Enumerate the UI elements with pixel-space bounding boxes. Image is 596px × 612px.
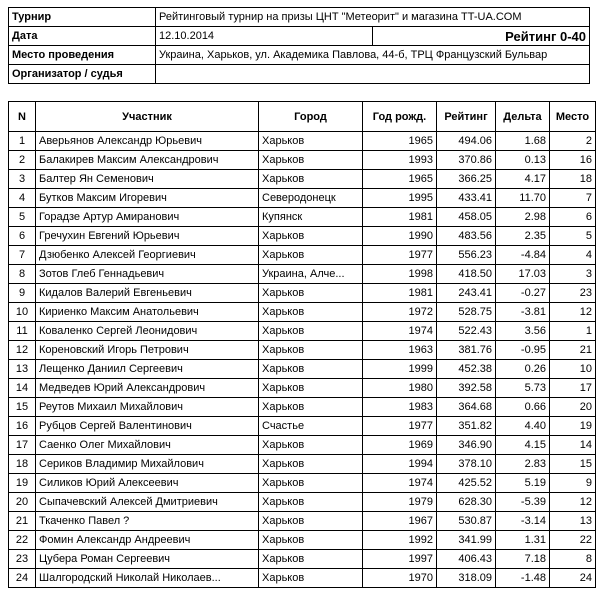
cell-place: 19 <box>550 417 596 436</box>
cell-rating: 341.99 <box>437 531 496 550</box>
cell-number: 21 <box>9 512 36 531</box>
cell-number: 6 <box>9 227 36 246</box>
cell-rating: 351.82 <box>437 417 496 436</box>
cell-birth-year: 1979 <box>363 493 437 512</box>
cell-number: 4 <box>9 189 36 208</box>
cell-birth-year: 1983 <box>363 398 437 417</box>
cell-number: 20 <box>9 493 36 512</box>
cell-delta: 2.35 <box>496 227 550 246</box>
cell-participant: Коваленко Сергей Леонидович <box>36 322 259 341</box>
cell-rating: 452.38 <box>437 360 496 379</box>
cell-place: 15 <box>550 455 596 474</box>
cell-place: 6 <box>550 208 596 227</box>
date-label: Дата <box>9 27 156 46</box>
cell-city: Харьков <box>259 151 363 170</box>
cell-delta: 1.68 <box>496 132 550 151</box>
cell-birth-year: 1977 <box>363 246 437 265</box>
cell-rating: 406.43 <box>437 550 496 569</box>
cell-delta: 11.70 <box>496 189 550 208</box>
tournament-info-table <box>8 7 590 84</box>
cell-delta: 2.83 <box>496 455 550 474</box>
cell-birth-year: 1981 <box>363 208 437 227</box>
cell-number: 24 <box>9 569 36 588</box>
cell-rating: 556.23 <box>437 246 496 265</box>
cell-place: 17 <box>550 379 596 398</box>
cell-place: 23 <box>550 284 596 303</box>
cell-rating: 243.41 <box>437 284 496 303</box>
cell-city: Харьков <box>259 398 363 417</box>
cell-rating: 530.87 <box>437 512 496 531</box>
cell-participant: Реутов Михаил Михайлович <box>36 398 259 417</box>
cell-delta: 5.73 <box>496 379 550 398</box>
cell-city: Харьков <box>259 493 363 512</box>
cell-city: Харьков <box>259 322 363 341</box>
cell-number: 18 <box>9 455 36 474</box>
organizer-row <box>9 65 590 84</box>
cell-participant: Шалгородский Николай Николаев... <box>36 569 259 588</box>
cell-delta: 4.17 <box>496 170 550 189</box>
cell-participant: Сериков Владимир Михайлович <box>36 455 259 474</box>
cell-delta: 17.03 <box>496 265 550 284</box>
cell-rating: 628.30 <box>437 493 496 512</box>
cell-birth-year: 1967 <box>363 512 437 531</box>
cell-place: 10 <box>550 360 596 379</box>
cell-place: 16 <box>550 151 596 170</box>
cell-participant: Сыпачевский Алексей Дмитриевич <box>36 493 259 512</box>
cell-place: 18 <box>550 170 596 189</box>
cell-participant: Кириенко Максим Анатольевич <box>36 303 259 322</box>
cell-rating: 528.75 <box>437 303 496 322</box>
table-row <box>9 170 596 189</box>
cell-birth-year: 1995 <box>363 189 437 208</box>
table-row <box>9 208 596 227</box>
cell-birth-year: 1970 <box>363 569 437 588</box>
organizer-value <box>156 65 590 84</box>
cell-participant: Горадзе Артур Амиранович <box>36 208 259 227</box>
cell-place: 24 <box>550 569 596 588</box>
cell-number: 2 <box>9 151 36 170</box>
cell-city: Харьков <box>259 531 363 550</box>
cell-delta: 4.40 <box>496 417 550 436</box>
cell-birth-year: 1990 <box>363 227 437 246</box>
table-row <box>9 189 596 208</box>
cell-city: Счастье <box>259 417 363 436</box>
tournament-label: Турнир <box>9 8 156 27</box>
cell-birth-year: 1965 <box>363 132 437 151</box>
cell-number: 12 <box>9 341 36 360</box>
cell-participant: Зотов Глеб Геннадьевич <box>36 265 259 284</box>
header-participant: Участник <box>36 102 259 132</box>
cell-number: 17 <box>9 436 36 455</box>
cell-number: 10 <box>9 303 36 322</box>
cell-participant: Балакирев Максим Александрович <box>36 151 259 170</box>
results-table <box>8 101 596 588</box>
table-row <box>9 284 596 303</box>
table-row <box>9 341 596 360</box>
cell-place: 1 <box>550 322 596 341</box>
cell-delta: 0.26 <box>496 360 550 379</box>
cell-city: Харьков <box>259 303 363 322</box>
cell-delta: 4.15 <box>496 436 550 455</box>
cell-delta: 1.31 <box>496 531 550 550</box>
cell-delta: -3.81 <box>496 303 550 322</box>
cell-participant: Бутков Максим Игоревич <box>36 189 259 208</box>
cell-number: 15 <box>9 398 36 417</box>
date-row <box>9 27 590 46</box>
cell-participant: Балтер Ян Семенович <box>36 170 259 189</box>
header-place: Место <box>550 102 596 132</box>
cell-birth-year: 1980 <box>363 379 437 398</box>
cell-city: Харьков <box>259 455 363 474</box>
table-row <box>9 512 596 531</box>
cell-city: Харьков <box>259 474 363 493</box>
cell-place: 8 <box>550 550 596 569</box>
cell-city: Харьков <box>259 379 363 398</box>
table-row <box>9 227 596 246</box>
cell-rating: 370.86 <box>437 151 496 170</box>
cell-number: 16 <box>9 417 36 436</box>
cell-birth-year: 1965 <box>363 170 437 189</box>
cell-participant: Дзюбенко Алексей Георгиевич <box>36 246 259 265</box>
tournament-row <box>9 8 590 27</box>
cell-city: Харьков <box>259 246 363 265</box>
table-row <box>9 436 596 455</box>
header-city: Город <box>259 102 363 132</box>
cell-participant: Фомин Александр Андреевич <box>36 531 259 550</box>
table-row <box>9 550 596 569</box>
cell-birth-year: 1997 <box>363 550 437 569</box>
cell-delta: 2.98 <box>496 208 550 227</box>
cell-number: 1 <box>9 132 36 151</box>
cell-participant: Гречухин Евгений Юрьевич <box>36 227 259 246</box>
cell-city: Украина, Алче... <box>259 265 363 284</box>
header-birth-year: Год рожд. <box>363 102 437 132</box>
cell-city: Харьков <box>259 132 363 151</box>
table-row <box>9 455 596 474</box>
cell-place: 2 <box>550 132 596 151</box>
cell-place: 12 <box>550 303 596 322</box>
header-rating: Рейтинг <box>437 102 496 132</box>
cell-birth-year: 1992 <box>363 531 437 550</box>
cell-participant: Саенко Олег Михайлович <box>36 436 259 455</box>
cell-birth-year: 1998 <box>363 265 437 284</box>
rating-range: Рейтинг 0-40 <box>373 27 590 46</box>
cell-number: 23 <box>9 550 36 569</box>
venue-label: Место проведения <box>9 46 156 65</box>
cell-number: 8 <box>9 265 36 284</box>
cell-delta: -0.27 <box>496 284 550 303</box>
cell-place: 9 <box>550 474 596 493</box>
cell-place: 5 <box>550 227 596 246</box>
cell-birth-year: 1963 <box>363 341 437 360</box>
cell-delta: 5.19 <box>496 474 550 493</box>
table-row <box>9 379 596 398</box>
cell-rating: 318.09 <box>437 569 496 588</box>
table-row <box>9 151 596 170</box>
cell-place: 22 <box>550 531 596 550</box>
cell-number: 3 <box>9 170 36 189</box>
cell-city: Харьков <box>259 569 363 588</box>
header-delta: Дельта <box>496 102 550 132</box>
cell-delta: 0.13 <box>496 151 550 170</box>
cell-rating: 418.50 <box>437 265 496 284</box>
cell-city: Харьков <box>259 170 363 189</box>
tournament-value: Рейтинговый турнир на призы ЦНТ "Метеорит" и магазина TT-UA.COM <box>156 8 590 27</box>
table-row <box>9 265 596 284</box>
table-row <box>9 398 596 417</box>
cell-delta: -5.39 <box>496 493 550 512</box>
cell-number: 22 <box>9 531 36 550</box>
organizer-label: Организатор / судья <box>9 65 156 84</box>
date-value: 12.10.2014 <box>156 27 373 46</box>
venue-row <box>9 46 590 65</box>
cell-delta: -4.84 <box>496 246 550 265</box>
venue-value: Украина, Харьков, ул. Академика Павлова, 44-б, ТРЦ Французский Бульвар <box>156 46 590 65</box>
cell-participant: Кидалов Валерий Евгеньевич <box>36 284 259 303</box>
table-row <box>9 531 596 550</box>
cell-place: 7 <box>550 189 596 208</box>
table-row <box>9 417 596 436</box>
cell-rating: 346.90 <box>437 436 496 455</box>
table-row <box>9 132 596 151</box>
cell-place: 14 <box>550 436 596 455</box>
table-row <box>9 303 596 322</box>
cell-number: 9 <box>9 284 36 303</box>
cell-city: Харьков <box>259 436 363 455</box>
cell-participant: Цубера Роман Сергеевич <box>36 550 259 569</box>
cell-delta: 7.18 <box>496 550 550 569</box>
cell-number: 5 <box>9 208 36 227</box>
cell-number: 14 <box>9 379 36 398</box>
cell-delta: 3.56 <box>496 322 550 341</box>
cell-rating: 364.68 <box>437 398 496 417</box>
table-row <box>9 493 596 512</box>
cell-city: Харьков <box>259 284 363 303</box>
cell-number: 19 <box>9 474 36 493</box>
cell-place: 20 <box>550 398 596 417</box>
cell-birth-year: 1974 <box>363 322 437 341</box>
cell-participant: Кореновский Игорь Петрович <box>36 341 259 360</box>
cell-number: 11 <box>9 322 36 341</box>
cell-delta: -3.14 <box>496 512 550 531</box>
cell-rating: 381.76 <box>437 341 496 360</box>
cell-participant: Рубцов Сергей Валентинович <box>36 417 259 436</box>
cell-participant: Аверьянов Александр Юрьевич <box>36 132 259 151</box>
cell-birth-year: 1994 <box>363 455 437 474</box>
cell-birth-year: 1981 <box>363 284 437 303</box>
cell-rating: 458.05 <box>437 208 496 227</box>
cell-delta: -1.48 <box>496 569 550 588</box>
cell-participant: Силиков Юрий Алексеевич <box>36 474 259 493</box>
cell-rating: 366.25 <box>437 170 496 189</box>
cell-rating: 483.56 <box>437 227 496 246</box>
table-row <box>9 246 596 265</box>
cell-city: Харьков <box>259 550 363 569</box>
cell-place: 3 <box>550 265 596 284</box>
cell-city: Харьков <box>259 341 363 360</box>
cell-place: 21 <box>550 341 596 360</box>
cell-rating: 378.10 <box>437 455 496 474</box>
cell-rating: 433.41 <box>437 189 496 208</box>
results-header-row <box>9 102 596 132</box>
cell-participant: Медведев Юрий Александрович <box>36 379 259 398</box>
header-number: N <box>9 102 36 132</box>
cell-city: Северодонецк <box>259 189 363 208</box>
cell-place: 13 <box>550 512 596 531</box>
cell-rating: 522.43 <box>437 322 496 341</box>
cell-birth-year: 1999 <box>363 360 437 379</box>
table-row <box>9 322 596 341</box>
cell-delta: -0.95 <box>496 341 550 360</box>
cell-city: Купянск <box>259 208 363 227</box>
cell-birth-year: 1974 <box>363 474 437 493</box>
table-row <box>9 360 596 379</box>
cell-city: Харьков <box>259 360 363 379</box>
cell-city: Харьков <box>259 227 363 246</box>
cell-city: Харьков <box>259 512 363 531</box>
cell-number: 13 <box>9 360 36 379</box>
cell-birth-year: 1969 <box>363 436 437 455</box>
cell-birth-year: 1972 <box>363 303 437 322</box>
cell-participant: Ткаченко Павел ? <box>36 512 259 531</box>
cell-number: 7 <box>9 246 36 265</box>
cell-delta: 0.66 <box>496 398 550 417</box>
cell-birth-year: 1993 <box>363 151 437 170</box>
table-row <box>9 569 596 588</box>
cell-place: 4 <box>550 246 596 265</box>
cell-birth-year: 1977 <box>363 417 437 436</box>
cell-participant: Лещенко Даниил Сергеевич <box>36 360 259 379</box>
table-row <box>9 474 596 493</box>
cell-rating: 494.06 <box>437 132 496 151</box>
results-body <box>9 132 596 588</box>
cell-rating: 425.52 <box>437 474 496 493</box>
cell-place: 12 <box>550 493 596 512</box>
cell-rating: 392.58 <box>437 379 496 398</box>
